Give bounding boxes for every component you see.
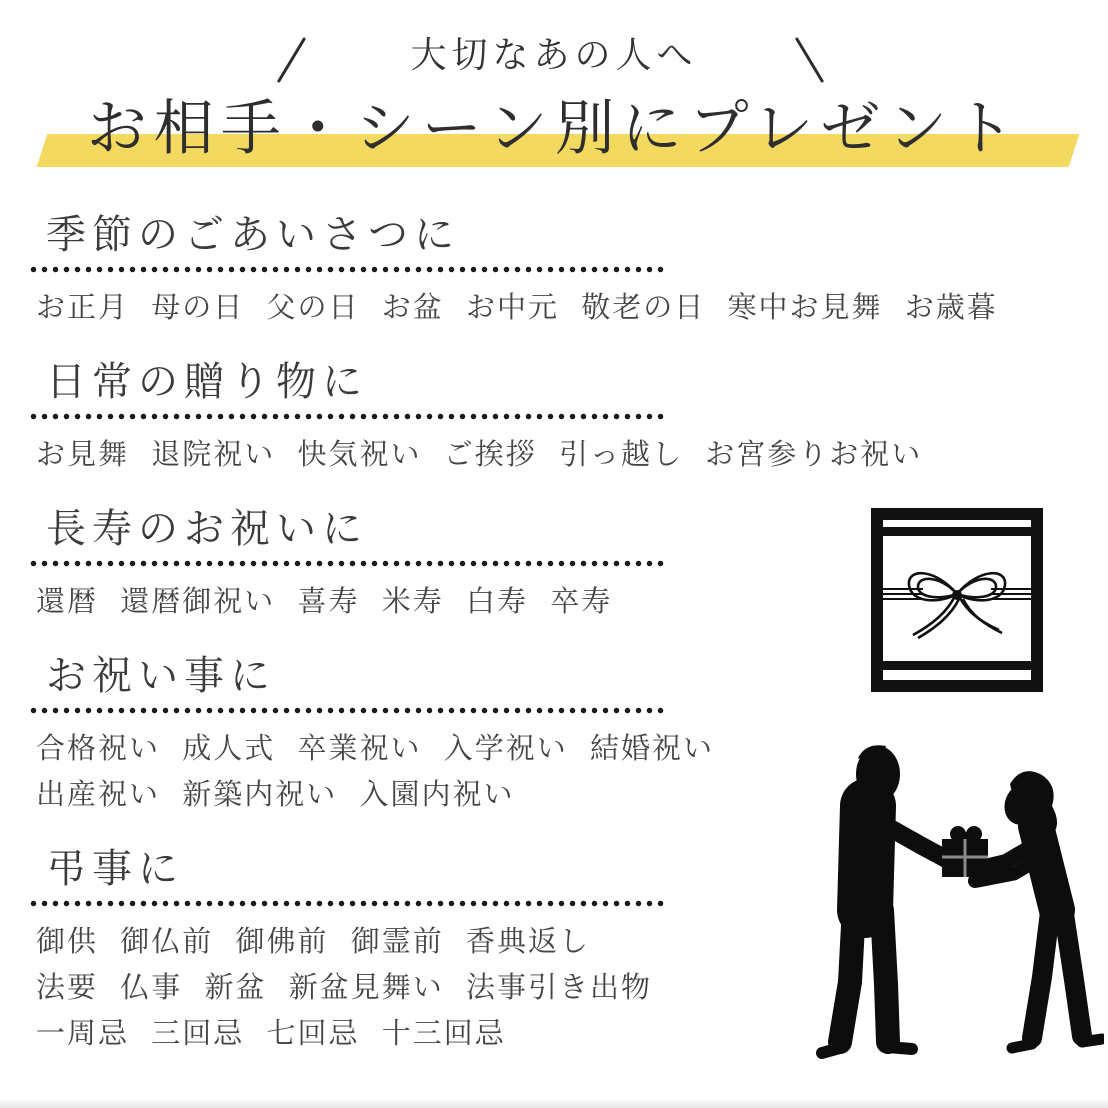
- keyword-line: 御供 御仏前 御佛前 御霊前 香典返し: [36, 926, 591, 958]
- keyword-line: 法要 仏事 新盆 新盆見舞い 法事引き出物: [36, 972, 653, 1004]
- section-seasonal-greetings: [0, 210, 1108, 331]
- keyword-line: 一周忌 三回忌 七回忌 十三回忌: [36, 1018, 506, 1050]
- keyword-line: お正月 母の日 父の日 お盆 お中元 敬老の日 寒中お見舞 お歳暮: [36, 292, 998, 324]
- dotted-divider: [28, 900, 664, 907]
- bottom-fade: [0, 1098, 1108, 1108]
- gift-exchange-silhouette-icon: [810, 742, 1104, 1060]
- section-heading: 長寿のお祝いに: [46, 506, 368, 551]
- section-heading: 季節のごあいさつに: [46, 212, 460, 257]
- tagline: 大切なあの人へ: [410, 35, 698, 75]
- section-heading: 日常の贈り物に: [46, 359, 368, 404]
- noshi-gift-icon: [871, 508, 1043, 692]
- dotted-divider: [28, 413, 664, 420]
- section-heading: お祝い事に: [46, 653, 276, 698]
- keyword-line: お見舞 退院祝い 快気祝い ご挨拶 引っ越し お宮参りお祝い: [36, 439, 923, 471]
- title-wrap: [0, 90, 1108, 168]
- dotted-divider: [28, 266, 664, 273]
- section-heading: 弔事に: [46, 846, 184, 891]
- keyword-line: 還暦 還暦御祝い 喜寿 米寿 白寿 卒寿: [36, 586, 613, 618]
- page-title: お相手・シーン別にプレゼント: [86, 96, 1022, 162]
- dotted-divider: [28, 707, 664, 714]
- keyword-line: 合格祝い 成人式 卒業祝い 入学祝い 結婚祝い: [36, 733, 715, 765]
- dotted-divider: [28, 560, 664, 567]
- section-everyday-gifts: [0, 357, 1108, 478]
- header: [0, 0, 1108, 168]
- keyword-line: 出産祝い 新築内祝い 入園内祝い: [36, 779, 515, 811]
